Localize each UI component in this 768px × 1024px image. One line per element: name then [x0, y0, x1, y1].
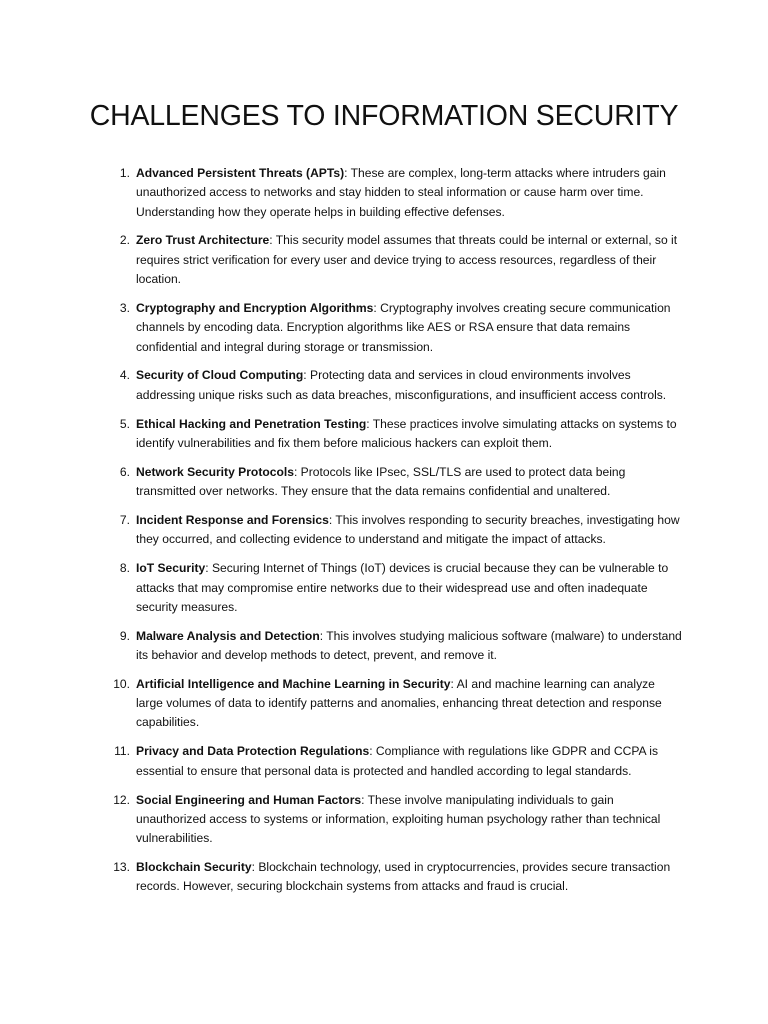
list-item-text: : Blockchain technology, used in cryptocurrencies, provides secure transaction records. However, securing blockchain systems from attacks and fraud is crucial. [136, 860, 671, 894]
list-item-text: : Protocols like IPsec, SSL/TLS are used to protect data being transmitted over networks. They ensure that the data remains confidential and unaltered. [136, 464, 626, 499]
list-item-heading: Privacy and Data Protection Regulations [136, 744, 370, 759]
list-item-text: : These involve manipulating individuals to gain unauthorized access to systems or information, exploiting human psychology rather than technical vulnerabilities. [136, 792, 661, 846]
list-item-text: : Protecting data and services in cloud environments involves addressing unique risks such as data breaches, misconfigurations, and insufficient access controls. [136, 368, 667, 402]
list-item-body [136, 415, 684, 454]
list-item-body [136, 858, 684, 897]
list-item [104, 559, 684, 617]
list-item-heading: Cryptography and Encryption Algorithms [136, 300, 374, 315]
document-title: CHALLENGES TO INFORMATION SECURITY [89, 100, 679, 132]
list-item-number: 12. [113, 792, 130, 807]
list-item-number: 4. [119, 368, 130, 383]
list-item-number: 5. [119, 416, 130, 431]
list-item-heading: Network Security Protocols [136, 464, 294, 479]
list-item-text: : This involves responding to security breaches, investigating how they occurred, and collecting evidence to understand and mitigate the impact of attacks. [136, 513, 680, 547]
list-item [104, 366, 684, 405]
list-item-body [136, 627, 684, 666]
list-item-heading: Incident Response and Forensics [136, 513, 329, 528]
list-item-text: : This involves studying malicious software (malware) to understand its behavior and develop methods to detect, prevent, and remove it. [136, 628, 682, 662]
list-item-number: 11. [114, 744, 130, 759]
list-item-body [136, 559, 684, 617]
list-item [104, 415, 684, 454]
list-item-heading: Malware Analysis and Detection [136, 628, 320, 643]
list-item-text: : AI and machine learning can analyze large volumes of data to identify patterns and anomalies, enhancing threat detection and response capabilities. [136, 676, 662, 730]
list-item-text: : Compliance with regulations like GDPR and CCPA is essential to ensure that personal data is protected and handled according to legal standards. [136, 744, 659, 778]
list-item-body [136, 675, 684, 733]
list-item-text: : Cryptography involves creating secure communication channels by encoding data. Encryption algorithms like AES or RSA ensure that data remains confidential and integral during storage or transmission. [136, 300, 671, 354]
list-item-text: : These are complex, long-term attacks where intruders gain unauthorized access to networks and stay hidden to steal information or cause harm over time. Understanding how they operate helps in building effective defenses. [136, 166, 666, 219]
list-item-heading: Artificial Intelligence and Machine Learning in Security [136, 676, 451, 691]
list-item-text: : Securing Internet of Things (IoT) devices is crucial because they can be vulnerable to attacks that may compromise entire networks due to their widespread use and often inadequate security measures. [136, 561, 669, 614]
list-item [104, 231, 684, 289]
list-item [104, 858, 684, 897]
list-item-text: : These practices involve simulating attacks on systems to identify vulnerabilities and fix them before malicious hackers can exploit them. [136, 416, 677, 450]
list-item-number: 3. [119, 300, 130, 315]
list-item-heading: Advanced Persistent Threats (APTs) [136, 166, 345, 180]
list-item-heading: IoT Security [136, 561, 206, 576]
list-item [104, 742, 684, 781]
list-item [104, 511, 684, 550]
list-item-body [136, 463, 684, 502]
list-item-body [136, 511, 684, 550]
list-item [104, 463, 684, 502]
list-item [104, 675, 684, 733]
list-item [104, 627, 684, 666]
list-item-number: 13. [113, 860, 130, 875]
list-item-body [136, 231, 684, 289]
list-item-number: 6. [119, 464, 130, 479]
list-item-heading: Blockchain Security [136, 860, 252, 875]
list-item-heading: Social Engineering and Human Factors [136, 792, 362, 807]
list-item-number: 7. [119, 513, 130, 528]
list-item-heading: Security of Cloud Computing [136, 368, 304, 383]
list-item-number: 8. [119, 561, 130, 576]
list-item-body [136, 299, 684, 357]
list-item-body [136, 366, 684, 405]
list-item-body [136, 791, 684, 849]
list-item-heading: Zero Trust Architecture [136, 233, 270, 248]
list-item-number: 10. [113, 676, 130, 691]
list-item [104, 791, 684, 849]
list-item [104, 299, 684, 357]
list-item-number: 1. [119, 166, 130, 180]
list-item-number: 9. [119, 628, 130, 643]
list-item-text: : This security model assumes that threats could be internal or external, so it requires strict verification for every user and device trying to access resources, regardless of their location. [136, 233, 678, 287]
list-item-body [136, 742, 684, 781]
list-item-heading: Ethical Hacking and Penetration Testing [136, 416, 367, 431]
challenges-list [104, 164, 684, 906]
list-item [104, 164, 684, 222]
list-item-number: 2. [119, 233, 130, 248]
list-item-body [136, 164, 684, 222]
